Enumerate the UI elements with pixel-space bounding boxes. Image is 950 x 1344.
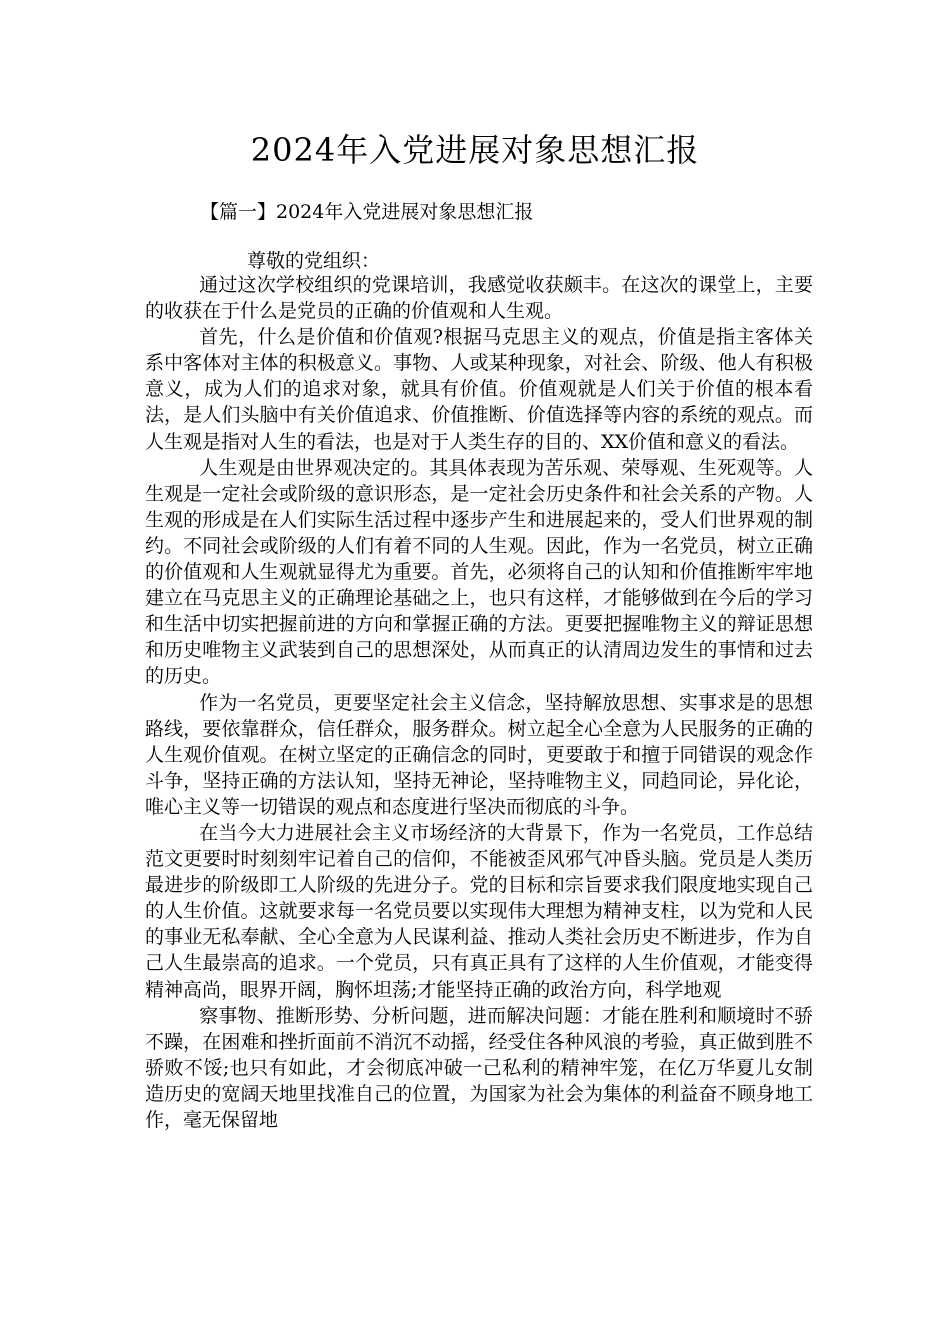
document-title: 2024年入党进展对象思想汇报 xyxy=(250,131,700,169)
paragraph: 察事物、推断形势、分析问题，进而解决问题：才能在胜利和顺境时不骄不躁，在困难和挫折面前不消沉不动摇，经受住各种风浪的考验，真正做到胜不骄败不馁;也只有如此，才会彻底冲破一己私利的精神牢笼，在亿万华夏儿女制造历史的宽阔天地里找准自己的位置，为国家为社会为集体的利益奋不顾身地工作，毫无保留地 xyxy=(145,1004,813,1131)
salutation: 尊敬的党组织： xyxy=(247,250,381,272)
paragraph: 在当今大力进展社会主义市场经济的大背景下，作为一名党员，工作总结范文更要时时刻刻牢记着自己的信仰，不能被歪风邪气冲昏头脑。党员是人类历最进步的阶级即工人阶级的先进分子。党的目标和宗旨要求我们限度地实现自己的人生价值。这就要求每一名党员要以实现伟大理想为精神支柱，以为党和人民的事业无私奉献、全心全意为人民谋利益、推动人类社会历史不断进步，作为自己人生最崇高的追求。一个党员，只有真正具有了这样的人生价值观，才能变得精神高尚，眼界开阔，胸怀坦荡;才能坚持正确的政治方向，科学地观 xyxy=(145,821,813,1001)
paragraph: 首先，什么是价值和价值观?根据马克思主义的观点，价值是指主客体关系中客体对主体的积极意义。事物、人或某种现象，对社会、阶级、他人有积极意义，成为人们的追求对象，就具有价值。价值观就是人们关于价值的根本看法，是人们头脑中有关价值追求、价值推断、价值选择等内容的系统的观点。而人生观是指对人生的看法，也是对于人类生存的目的、XX价值和意义的看法。 xyxy=(145,326,813,453)
document-body xyxy=(145,272,813,1133)
section-heading: 【篇一】2024年入党进展对象思想汇报 xyxy=(200,201,534,223)
paragraph: 通过这次学校组织的党课培训，我感觉收获颇丰。在这次的课堂上，主要的收获在于什么是党员的正确的价值观和人生观。 xyxy=(145,274,813,323)
paragraph: 人生观是由世界观决定的。其具体表现为苦乐观、荣辱观、生死观等。人生观是一定社会或阶级的意识形态，是一定社会历史条件和社会关系的产物。人生观的形成是在人们实际生活过程中逐步产生和进展起来的，受人们世界观的制约。不同社会或阶级的人们有着不同的人生观。因此，作为一名党员，树立正确的价值观和人生观就显得尤为重要。首先，必须将自己的认知和价值推断牢牢地建立在马克思主义的正确理论基础之上，也只有这样，才能够做到在今后的学习和生活中切实把握前进的方向和掌握正确的方法。更要把握唯物主义的辩证思想和历史唯物主义武装到自己的思想深处，从而真正的认清周边发生的事情和过去的历史。 xyxy=(145,456,813,688)
paragraph: 作为一名党员，更要坚定社会主义信念，坚持解放思想、实事求是的思想路线，要依靠群众，信任群众，服务群众。树立起全心全意为人民服务的正确的人生观价值观。在树立坚定的正确信念的同时，更要敢于和擅于同错误的观念作斗争，坚持正确的方法认知，坚持无神论，坚持唯物主义，同趋同论，异化论，唯心主义等一切错误的观点和态度进行坚决而彻底的斗争。 xyxy=(145,691,813,818)
